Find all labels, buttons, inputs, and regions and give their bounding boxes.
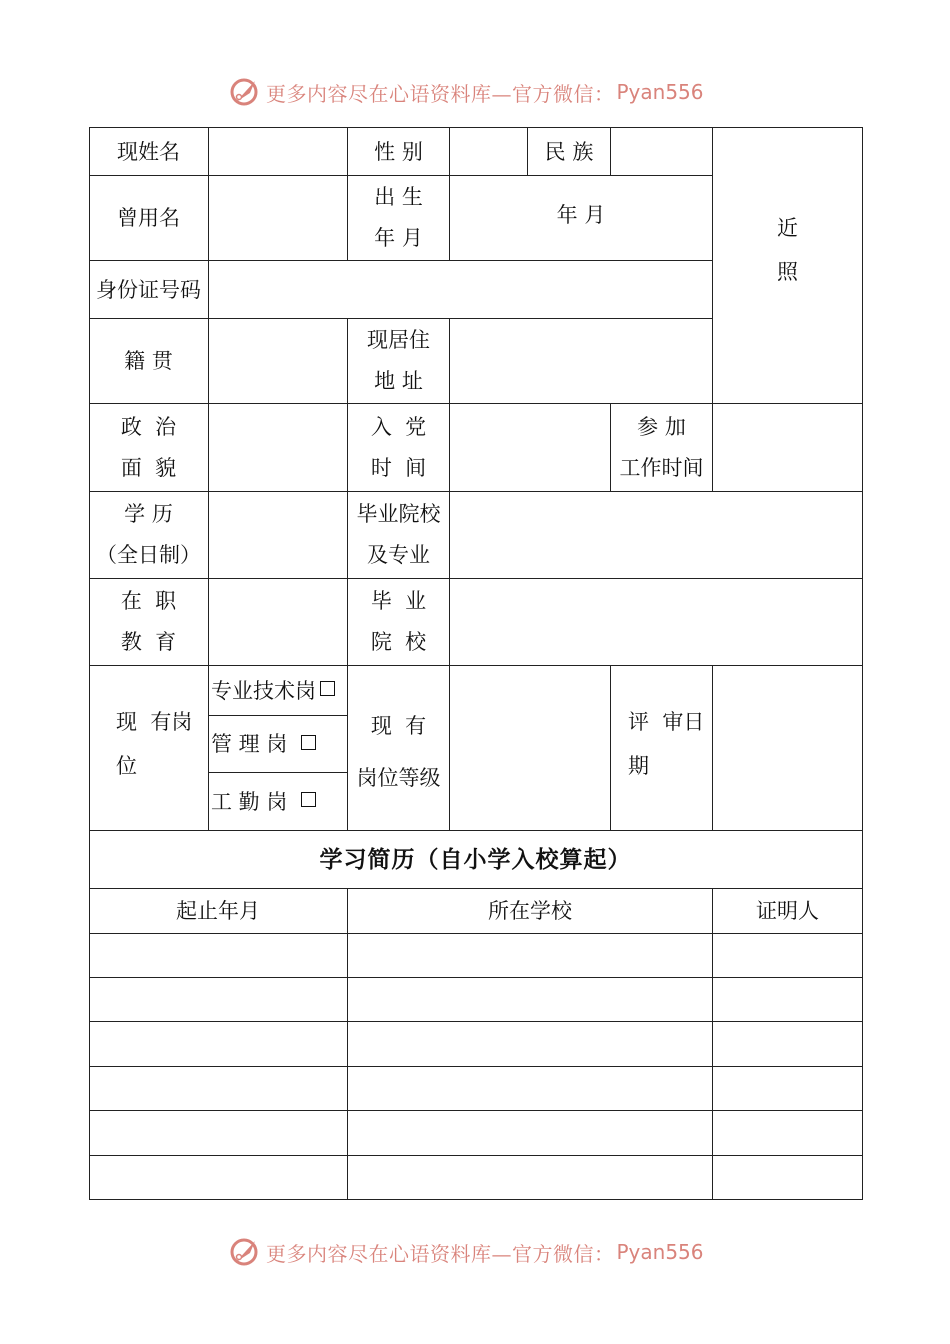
- management-checkbox[interactable]: [301, 735, 316, 750]
- label-post-level: [348, 700, 449, 790]
- id-number-field[interactable]: [209, 261, 712, 318]
- grad-label-line2: 院 校: [370, 630, 427, 654]
- period-cell[interactable]: [89, 1022, 347, 1066]
- label-birth-date: [348, 176, 449, 260]
- ethnicity-field[interactable]: [611, 128, 712, 175]
- label-current-name: 现姓名: [117, 139, 180, 164]
- education-label-line2: （全日制）: [96, 543, 201, 567]
- post-option-management-label: 管 理 岗: [211, 732, 288, 756]
- birth-date-field[interactable]: 年 月: [556, 203, 606, 227]
- current-name-field[interactable]: [209, 128, 347, 175]
- work-label-line2: 工作时间: [619, 455, 704, 480]
- label-education: [89, 492, 208, 578]
- study-history-title: 学习简历（自小学入校算起）: [319, 845, 632, 873]
- period-cell[interactable]: [89, 1111, 347, 1155]
- period-cell[interactable]: [89, 978, 347, 1021]
- graduate-institution-field[interactable]: [450, 579, 862, 665]
- graduate-school-major-field[interactable]: [450, 492, 862, 578]
- label-graduate-school-major: [348, 492, 449, 578]
- education-field[interactable]: [209, 492, 347, 578]
- label-gender: 性 别: [374, 139, 423, 164]
- birth-label-line2: 年 月: [374, 226, 423, 250]
- education-label-line1: 学 历: [124, 502, 173, 526]
- work-label-line1: 参 加: [637, 414, 686, 439]
- address-label-line1: 现居住: [367, 328, 430, 352]
- level-label-line2: 岗位等级: [356, 766, 441, 790]
- birth-label-line1: 出 生: [374, 185, 423, 209]
- banner-wechat-id: Pyan556: [616, 1240, 704, 1264]
- school-cell[interactable]: [348, 1111, 712, 1155]
- post-option-management[interactable]: [211, 716, 347, 772]
- column-header-school: 所在学校: [488, 899, 572, 923]
- form-border-right: [862, 127, 863, 1200]
- label-review-date: [628, 700, 718, 790]
- post-label-line1: 现 有岗: [116, 710, 193, 734]
- label-ethnicity: 民 族: [544, 139, 594, 164]
- former-name-field[interactable]: [209, 176, 347, 260]
- party-label-line1: 入 党: [370, 414, 427, 439]
- party-date-field[interactable]: [450, 404, 610, 491]
- school-cell[interactable]: [348, 934, 712, 977]
- post-label-line2: 位: [116, 754, 137, 778]
- witness-cell[interactable]: [713, 1111, 862, 1155]
- label-former-name: 曾用名: [117, 206, 180, 230]
- level-label-line1: 现 有: [370, 714, 427, 738]
- banner-wechat-id: Pyan556: [616, 80, 704, 104]
- label-current-post: [116, 700, 208, 790]
- gender-field[interactable]: [450, 128, 527, 175]
- review-date-field[interactable]: [718, 666, 862, 830]
- review-label-line1: 评 审日: [628, 710, 705, 734]
- witness-cell[interactable]: [713, 978, 862, 1021]
- political-label-line2: 面 貌: [120, 455, 177, 480]
- native-place-field[interactable]: [209, 319, 347, 403]
- inservice-label-line1: 在 职: [120, 589, 177, 613]
- label-id-number: 身份证号码: [96, 277, 201, 302]
- photo-label-line1: 近: [777, 216, 798, 240]
- witness-cell[interactable]: [713, 1022, 862, 1066]
- school-label-line2: 及专业: [367, 543, 430, 567]
- party-label-line2: 时 间: [370, 455, 427, 480]
- label-address: [348, 319, 449, 403]
- banner-text: 更多内容尽在心语资料库—官方微信：: [266, 1241, 615, 1266]
- period-cell[interactable]: [89, 934, 347, 977]
- photo-area[interactable]: [713, 200, 862, 300]
- technical-checkbox[interactable]: [320, 681, 335, 696]
- period-cell[interactable]: [89, 1067, 347, 1110]
- grad-label-line1: 毕 业: [370, 589, 427, 613]
- address-label-line2: 地 址: [374, 369, 423, 393]
- label-inservice-education: [89, 579, 208, 665]
- label-native-place: 籍 贯: [124, 349, 173, 373]
- post-option-service[interactable]: [211, 773, 347, 830]
- school-cell[interactable]: [348, 1067, 712, 1110]
- column-header-period: 起止年月: [176, 899, 260, 923]
- witness-cell[interactable]: [713, 1156, 862, 1199]
- review-label-line2: 期: [628, 754, 649, 778]
- photo-label-line2: 照: [777, 260, 798, 284]
- label-political-status: [89, 404, 208, 491]
- banner-text: 更多内容尽在心语资料库—官方微信：: [266, 81, 615, 106]
- work-start-field[interactable]: [713, 404, 862, 491]
- label-work-start: [611, 404, 712, 491]
- column-divider: [610, 665, 611, 830]
- witness-cell[interactable]: [713, 934, 862, 977]
- inservice-education-field[interactable]: [209, 579, 347, 665]
- inservice-label-line2: 教 育: [120, 630, 177, 654]
- label-graduate-institution: [348, 579, 449, 665]
- label-party-date: [348, 404, 449, 491]
- school-label-line1: 毕业院校: [356, 502, 441, 526]
- political-status-field[interactable]: [209, 404, 347, 491]
- school-cell[interactable]: [348, 1022, 712, 1066]
- post-option-service-label: 工 勤 岗: [211, 789, 288, 814]
- post-option-technical-label: 专业技术岗: [211, 678, 316, 703]
- column-header-witness: 证明人: [756, 899, 819, 923]
- form-border-bottom: [89, 1199, 862, 1200]
- school-cell[interactable]: [348, 1156, 712, 1199]
- school-cell[interactable]: [348, 978, 712, 1021]
- period-cell[interactable]: [89, 1156, 347, 1199]
- post-option-technical[interactable]: [211, 666, 347, 715]
- post-level-field[interactable]: [450, 666, 610, 830]
- address-field[interactable]: [450, 319, 712, 403]
- service-checkbox[interactable]: [301, 792, 316, 807]
- witness-cell[interactable]: [713, 1067, 862, 1110]
- political-label-line1: 政 治: [120, 414, 177, 439]
